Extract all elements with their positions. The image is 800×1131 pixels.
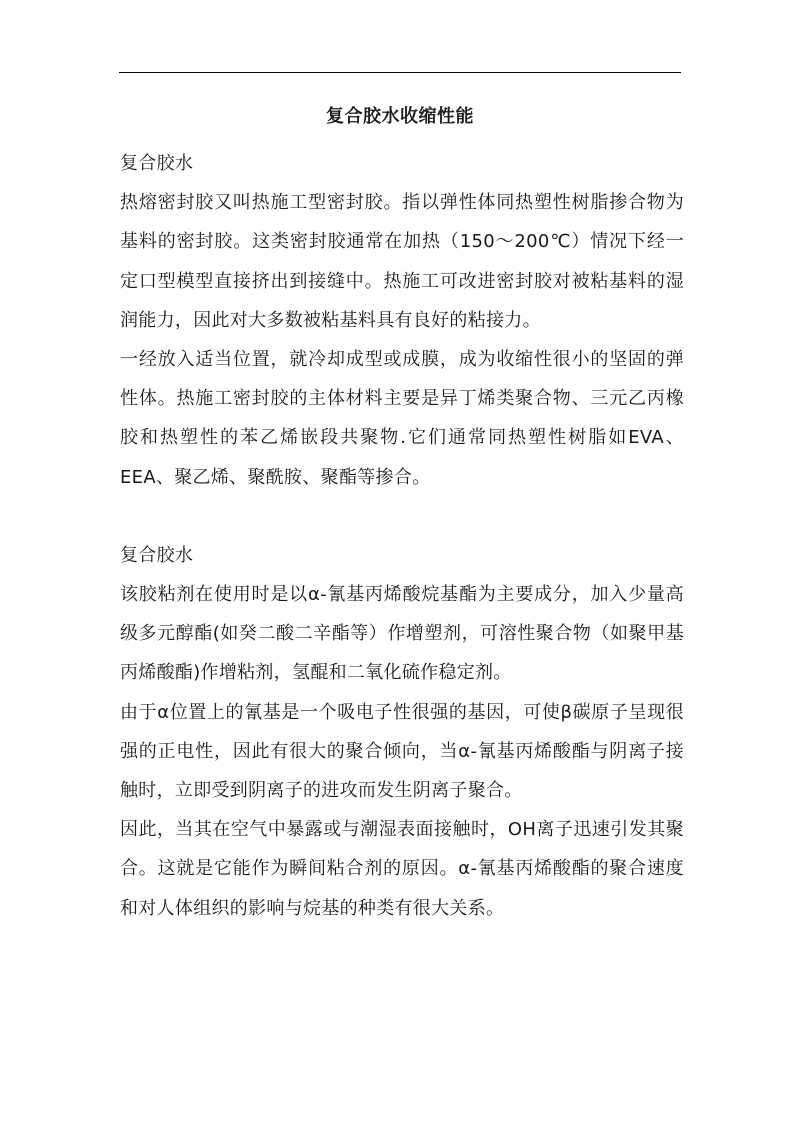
paragraph: 一经放入适当位置，就冷却成型或成膜，成为收缩性很小的坚固的弹性体。热施工密封胶的主体材料主要是异丁烯类聚合物、三元乙丙橡胶和热塑性的苯乙烯嵌段共聚物.它们通常同热塑性树脂如EVA、EEA、聚乙烯、聚酰胺、聚酯等掺合。 — [120, 349, 684, 488]
document-title: 复合胶水收缩性能 — [326, 106, 474, 127]
section-heading: 复合胶水 — [120, 544, 194, 566]
header-rule — [119, 72, 681, 73]
section-heading: 复合胶水 — [120, 153, 194, 174]
paragraph: 热熔密封胶又叫热施工型密封胶。指以弹性体同热塑性树脂掺合物为基料的密封胶。这类密封胶通常在加热（150～200℃）情况下经一定口型模型直接挤出到接缝中。热施工可改进密封胶对被粘基料的湿润能力，因此对大多数被粘基料具有良好的粘接力。 — [120, 192, 684, 331]
blank-line — [120, 497, 684, 536]
paragraph: 由于α位置上的氰基是一个吸电子性很强的基因，可使β碳原子呈现很强的正电性，因此有很大的聚合倾向，当α-氰基丙烯酸酯与阴离子接触时，立即受到阴离子的进攻而发生阴离子聚合。 — [120, 701, 684, 802]
paragraph: 因此，当其在空气中暴露或与潮湿表面接触时，OH离子迅速引发其聚合。这就是它能作为瞬间粘合剂的原因。α-氰基丙烯酸酯的聚合速度和对人体组织的影响与烷基的种类有很大关系。 — [120, 819, 684, 919]
document-body — [120, 144, 684, 928]
paragraph: 该胶粘剂在使用时是以α-氰基丙烯酸烷基酯为主要成分，加入少量高级多元醇酯(如癸二酸二辛酯等）作增塑剂，可溶性聚合物（如聚甲基丙烯酸酯)作增粘剂，氢醌和二氧化硫作稳定剂。 — [120, 584, 684, 684]
